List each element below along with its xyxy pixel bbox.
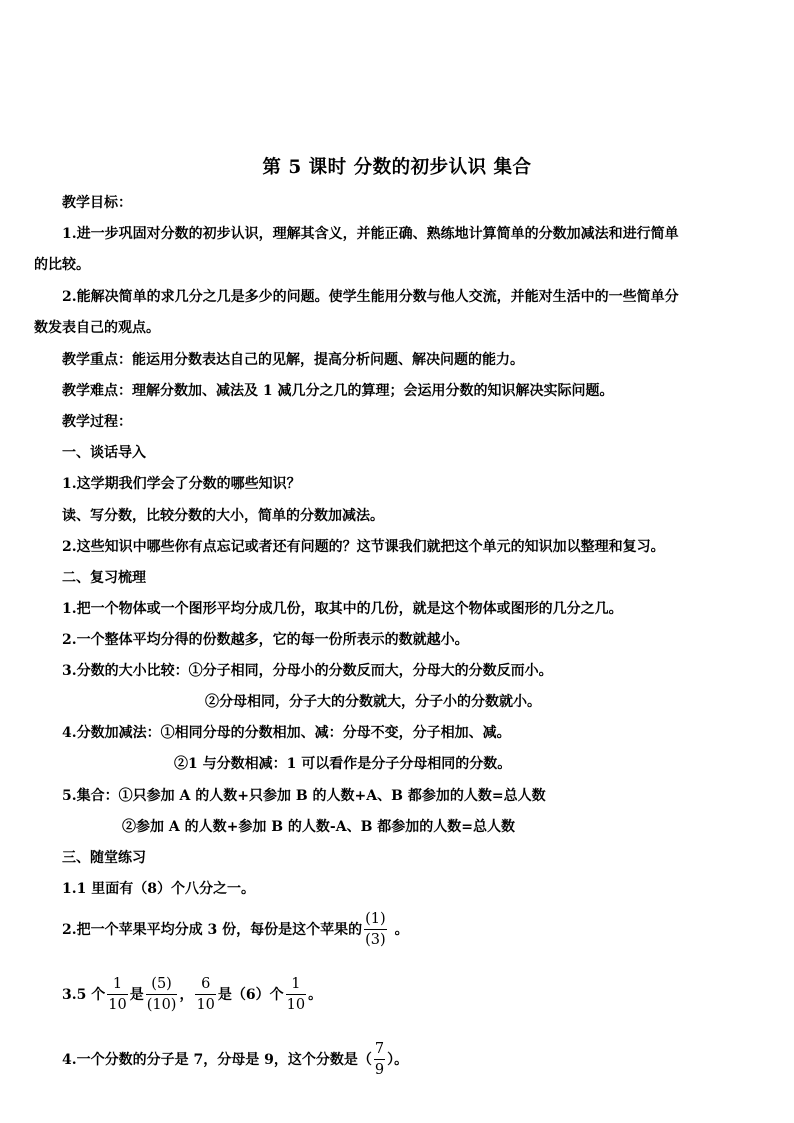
exercise-4 — [62, 1040, 408, 1080]
review-point-3a: 3.分数的大小比较：①分子相同，分母小的分数反而大，分母大的分数反而小。 — [62, 663, 553, 679]
fraction — [364, 911, 387, 949]
fraction — [146, 976, 178, 1014]
fraction-denominator: 10 — [286, 997, 306, 1013]
review-point-5a: 5.集合：①只参加 A 的人数+只参加 B 的人数+A、B 都参加的人数=总人数 — [62, 788, 546, 804]
objective-2-line-1: 2.能解决简单的求几分之几是多少的问题。使学生能用分数与他人交流，并能对生活中的一些简单分 — [62, 289, 679, 305]
fraction-numerator: 1 — [112, 976, 123, 992]
exercise-3-comma: ， — [179, 987, 194, 1003]
fraction — [107, 976, 127, 1014]
review-point-4a: 4.分数加减法：①相同分母的分数相加、减：分母不变，分子相加、减。 — [62, 725, 511, 741]
fraction-numerator: (1) — [365, 911, 386, 927]
section-1-heading: 一、谈话导入 — [62, 445, 146, 461]
exercise-2-text: 2.把一个苹果平均分成 3 份，每份是这个苹果的 — [62, 922, 363, 938]
exercise-4-text: 4.一个分数的分子是 7，分母是 9，这个分数是（ — [62, 1052, 372, 1068]
fraction-denominator: (10) — [146, 997, 177, 1013]
exercise-3 — [62, 975, 322, 1015]
fraction — [286, 976, 306, 1014]
difficulty-point: 教学难点：理解分数加、减法及 1 减几分之几的算理；会运用分数的知识解决实际问题。 — [62, 383, 614, 399]
exercise-3-is: 是 — [129, 987, 144, 1003]
section-1-answer-1: 读、写分数，比较分数的大小，简单的分数加减法。 — [62, 508, 384, 524]
review-point-1: 1.把一个物体或一个图形平均分成几份，取其中的几份，就是这个物体或图形的几分之几。 — [62, 601, 623, 617]
exercise-4-end: ）。 — [387, 1052, 409, 1068]
section-1-question-1: 1.这学期我们学会了分数的哪些知识？ — [62, 476, 301, 492]
fraction-numerator: (5) — [151, 976, 172, 992]
review-point-3b: ②分母相同，分子大的分数就大，分子小的分数就小。 — [205, 694, 541, 710]
fraction-numerator: 6 — [201, 976, 211, 992]
fraction-denominator: 10 — [108, 997, 127, 1013]
fraction-denominator: 9 — [374, 1062, 385, 1078]
fraction-numerator: 7 — [374, 1041, 385, 1057]
exercise-1: 1.1 里面有（8）个八分之一。 — [62, 881, 255, 897]
exercise-3-is-count: 是（6）个 — [217, 987, 284, 1003]
exercise-2 — [62, 910, 409, 950]
lesson-title: 第 5 课时 分数的初步认识 集合 — [262, 157, 532, 178]
objective-1-line-1: 1.进一步巩固对分数的初步认识，理解其含义，并能正确、熟练地计算简单的分数加减法和进行简单 — [62, 226, 679, 242]
key-point: 教学重点：能运用分数表达自己的见解，提高分析问题、解决问题的能力。 — [62, 352, 524, 368]
review-point-2: 2.一个整体平均分得的份数越多，它的每一份所表示的数就越小。 — [62, 632, 469, 648]
fraction — [195, 976, 215, 1014]
exercise-3-prefix: 3.5 个 — [62, 987, 106, 1003]
process-heading: 教学过程： — [62, 414, 132, 430]
fraction — [374, 1041, 385, 1079]
section-3-heading: 三、随堂练习 — [62, 850, 146, 866]
review-point-4b: ②1 与分数相减：1 可以看作是分子分母相同的分数。 — [174, 756, 512, 772]
exercise-3-end: 。 — [308, 987, 323, 1003]
fraction-numerator: 1 — [291, 976, 301, 992]
section-1-question-2: 2.这些知识中哪些你有点忘记或者还有问题的？这节课我们就把这个单元的知识加以整理和复习。 — [62, 539, 665, 555]
fraction-denominator: 10 — [196, 997, 215, 1013]
section-2-heading: 二、复习梳理 — [62, 570, 146, 586]
review-point-5b: ②参加 A 的人数+参加 B 的人数-A、B 都参加的人数=总人数 — [122, 819, 516, 835]
fraction-denominator: (3) — [365, 932, 386, 948]
exercise-2-end: 。 — [394, 922, 409, 938]
objectives-heading: 教学目标： — [62, 195, 132, 211]
objective-2-line-2: 数发表自己的观点。 — [34, 320, 160, 336]
objective-1-line-2: 的比较。 — [34, 257, 90, 273]
